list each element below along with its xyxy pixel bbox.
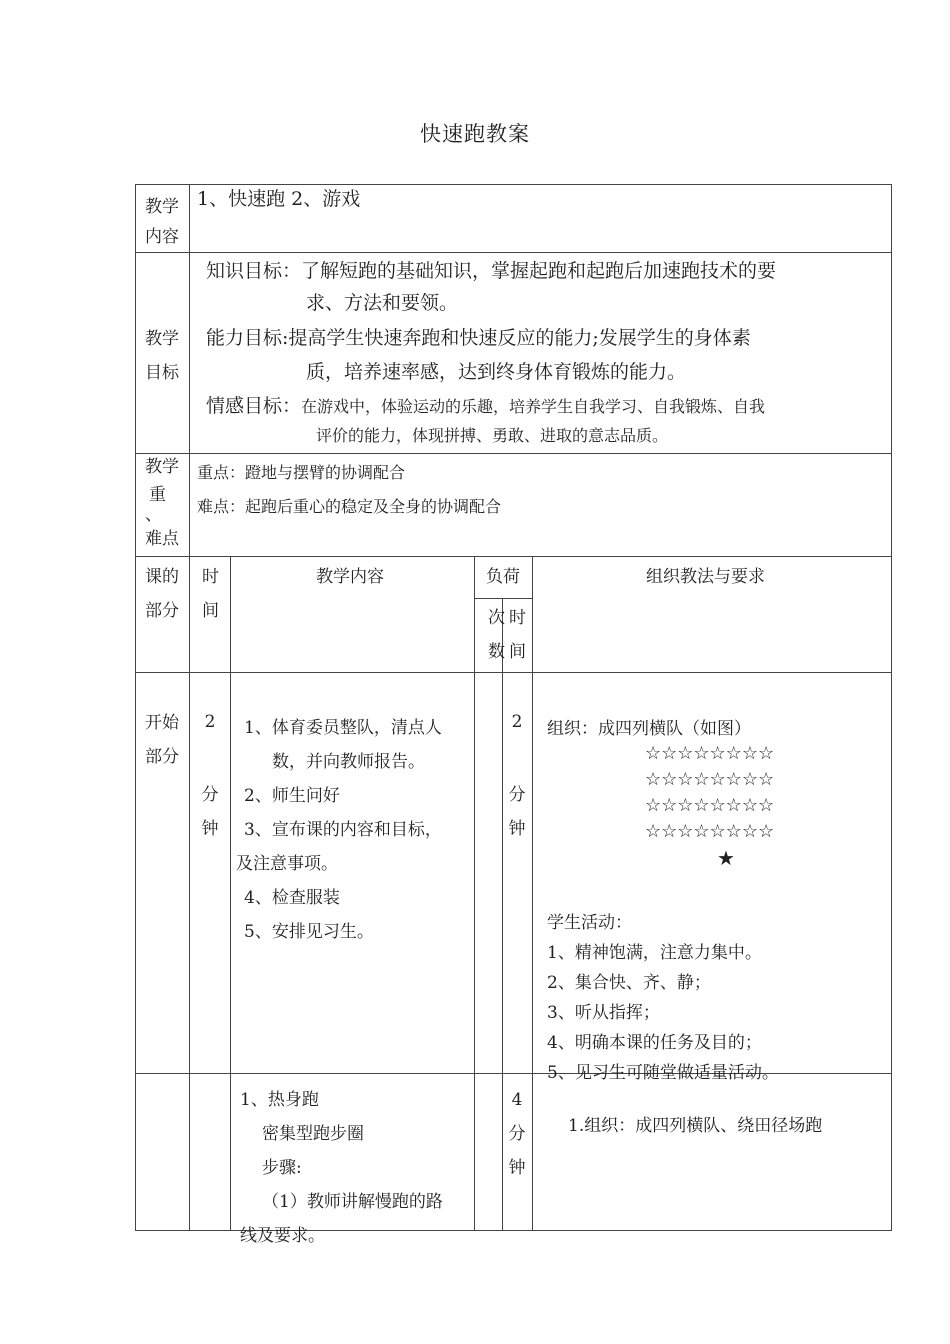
table-line [474,556,475,1231]
ability-goal: 能力目标:提高学生快速奔跑和快速反应的能力;发展学生的身体素 质，培养速率感，达到终身体育锻炼的能力。 [206,327,751,383]
table-line [135,184,136,1231]
difficulty-point: 难点：起跑后重心的稳定及全身的协调配合 [197,497,502,516]
table-line [135,672,892,673]
student-row: ☆☆☆☆☆☆☆☆ [645,769,775,790]
section-start-load-time: 2 分 钟 [508,712,526,839]
student-row: ☆☆☆☆☆☆☆☆ [645,795,775,816]
teaching-content: 1、快速跑 2、游戏 [197,188,361,210]
row-label-key-points: 教学 重 、 难点 [145,457,179,549]
section-start-time: 2 分 钟 [201,712,219,839]
section-start-part: 开始 部分 [145,713,179,767]
student-row: ☆☆☆☆☆☆☆☆ [645,743,775,764]
header-time: 时 间 [202,567,219,621]
header-content: 教学内容 [316,567,384,587]
student-activity: 学生活动： 1、精神饱满，注意力集中。 2、集合快、齐、静； 3、听从指挥； 4、明确本课的任务及目的； 5、见习生可随堂做适量活动。 [547,913,779,1083]
knowledge-goal: 知识目标：了解短跑的基础知识，掌握起跑和起跑后加速跑技术的要 求、方法和要领。 [206,260,777,314]
table-line [230,556,231,1231]
section-warmup-org: 1.组织：成四列横队、绕田径场跑 [568,1116,823,1136]
header-part: 课的 部分 [145,567,179,621]
emotion-goal: 情感目标：在游戏中，体验运动的乐趣，培养学生自我学习、自我锻炼、自我 评价的能力，体现拼搏、勇敢、进取的意志品质。 [206,395,766,445]
table-line [135,556,892,557]
table-line [135,184,892,185]
header-load: 负荷 [486,567,520,587]
table-line [189,184,190,1231]
teacher-star-icon: ★ [717,846,735,870]
header-load-time: 时 间 [509,608,526,662]
table-line [135,252,892,253]
table-line [474,598,532,599]
section-warmup-items: 1、热身跑 密集型跑步圈 步骤: （1）教师讲解慢跑的路 线及要求。 [240,1090,443,1246]
table-line [532,556,533,1231]
page-title: 快速跑教案 [420,122,530,146]
header-count: 次 数 [488,608,505,662]
table-line [135,453,892,454]
row-label-content: 教学 内容 [145,197,179,247]
section-warmup-load-time: 4 分 钟 [508,1090,526,1178]
section-start-items: 1、体育委员整队，清点人 数，并向教师报告。 2、师生问好 3、宣布课的内容和目标， 及注意事项。 4、检查服装 5、安排见习生。 [236,718,442,942]
key-point: 重点：蹬地与摆臂的协调配合 [197,463,406,482]
table-line [891,184,892,1231]
student-row: ☆☆☆☆☆☆☆☆ [645,821,775,842]
formation-diagram [645,741,774,871]
header-method: 组织教法与要求 [646,567,765,587]
row-label-goals: 教学 目标 [145,329,179,383]
section-start-org: 组织：成四列横队（如图） [547,719,751,739]
